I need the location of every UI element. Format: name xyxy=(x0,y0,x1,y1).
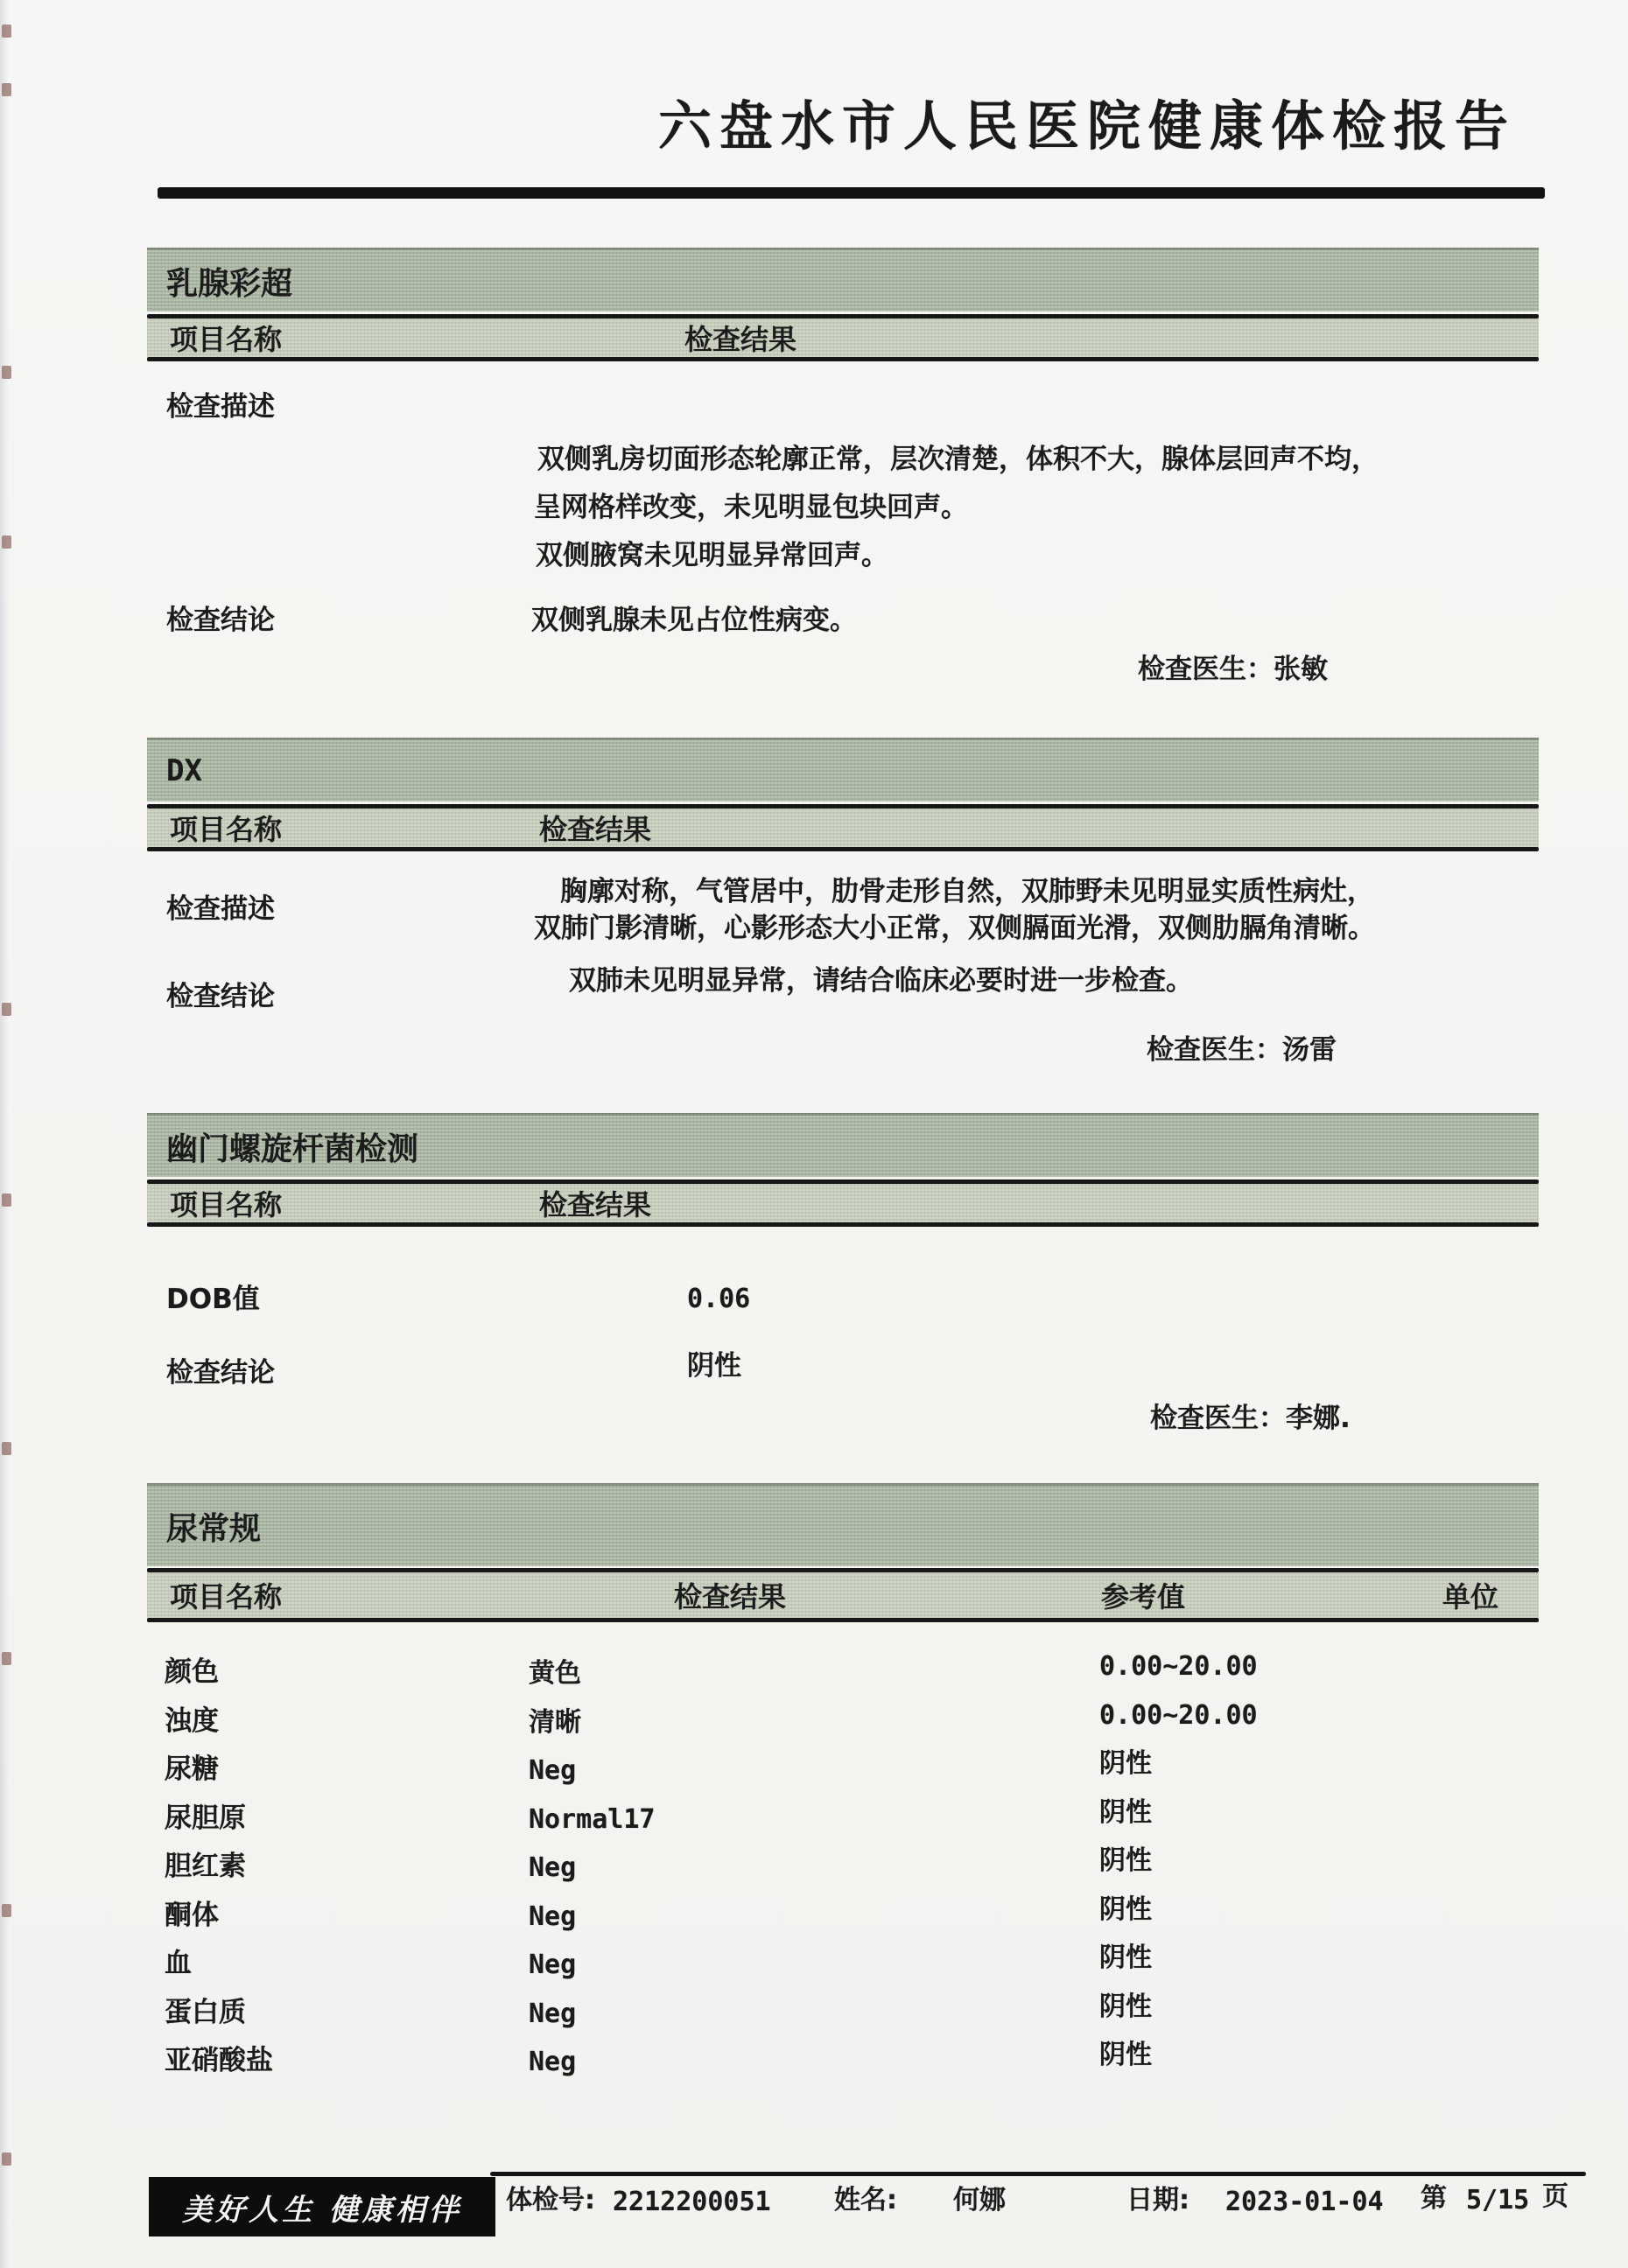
row-ref: 0.00~20.00 xyxy=(1099,1651,1258,1682)
row-name: 颜色 xyxy=(165,1656,219,1688)
row-result: 黄色 xyxy=(529,1658,581,1689)
footer-slogan: 美好人生 健康相伴 xyxy=(182,2192,462,2228)
page-suffix: 页 xyxy=(1542,2181,1568,2212)
desc-line: 呈网格样改变，未见明显包块回声。 xyxy=(534,492,968,523)
desc-label: 检查描述 xyxy=(166,391,275,423)
row-result: Neg xyxy=(529,1852,577,1883)
desc-line: 双侧腋窝未见明显异常回声。 xyxy=(536,540,888,571)
date-value: 2023-01-04 xyxy=(1225,2187,1384,2217)
section-title: 幽门螺旋杆菌检测 xyxy=(166,1130,419,1167)
row-ref: 阴性 xyxy=(1099,1845,1152,1876)
desc-line: 胸廓对称，气管居中，肋骨走形自然，双肺野未见明显实质性病灶， xyxy=(560,876,1374,907)
name-label: 姓名: xyxy=(834,2185,897,2216)
section-title: DX xyxy=(166,753,202,788)
section-title: 尿常规 xyxy=(166,1510,262,1547)
conclusion-label: 检查结论 xyxy=(166,605,275,636)
row-ref: 阴性 xyxy=(1099,2040,1152,2070)
doctor-name: 汤雷 xyxy=(1282,1034,1337,1066)
exam-no-value: 2212200051 xyxy=(613,2187,771,2217)
column-header-item: 项目名称 xyxy=(170,323,283,356)
row-name: 浊度 xyxy=(165,1705,219,1737)
row-name: 酮体 xyxy=(165,1900,219,1931)
row-name: 血 xyxy=(165,1948,192,1979)
row-result: 清晰 xyxy=(529,1707,581,1738)
doctor-label: 检查医生： xyxy=(1147,1034,1282,1066)
page-prefix: 第 xyxy=(1421,2183,1447,2214)
desc-line: 双侧乳房切面形态轮廓正常，层次清楚，体积不大，腺体层回声不均， xyxy=(537,444,1379,475)
row-result: Neg xyxy=(529,1755,577,1786)
row-name: 胆红素 xyxy=(165,1851,246,1882)
row-ref: 阴性 xyxy=(1099,1894,1152,1925)
row-result: Normal17 xyxy=(529,1804,656,1835)
page-number: 5/15 xyxy=(1466,2185,1530,2216)
doctor-label: 检查医生： xyxy=(1138,654,1274,685)
dob-value: 0.06 xyxy=(687,1284,751,1314)
conclusion-label: 检查结论 xyxy=(166,981,275,1012)
column-header-ref: 参考值 xyxy=(1101,1580,1186,1614)
conclusion-text: 双肺未见明显异常，请结合临床必要时进一步检查。 xyxy=(569,965,1193,997)
column-header-result: 检查结果 xyxy=(684,323,797,356)
name-value: 何娜 xyxy=(953,2185,1006,2216)
row-result: Neg xyxy=(529,1901,577,1932)
column-header-result: 检查结果 xyxy=(674,1580,787,1614)
date-label: 日期: xyxy=(1126,2185,1189,2216)
footer-rule xyxy=(490,2172,1586,2176)
column-header-item: 项目名称 xyxy=(170,813,283,846)
page-title: 六盘水市人民医院健康体检报告 xyxy=(658,95,1517,158)
column-header-item: 项目名称 xyxy=(170,1188,283,1222)
row-ref: 阴性 xyxy=(1099,1942,1152,1973)
desc-label: 检查描述 xyxy=(166,893,275,925)
row-result: Neg xyxy=(529,1950,577,1980)
desc-line: 双肺门影清晰，心影形态大小正常，双侧膈面光滑，双侧肋膈角清晰。 xyxy=(534,913,1375,944)
dob-label: DOB值 xyxy=(166,1284,260,1315)
row-ref: 阴性 xyxy=(1099,1748,1152,1779)
row-result: Neg xyxy=(529,2047,577,2077)
row-ref: 阴性 xyxy=(1099,1992,1152,2022)
conclusion-label: 检查结论 xyxy=(166,1357,275,1389)
doctor-label: 检查医生： xyxy=(1150,1403,1286,1434)
row-name: 尿糖 xyxy=(165,1754,219,1785)
row-name: 蛋白质 xyxy=(165,1997,246,2028)
conclusion-text: 双侧乳腺未见占位性病变。 xyxy=(531,605,857,636)
footer-slogan-box xyxy=(149,2177,495,2236)
row-ref: 阴性 xyxy=(1099,1797,1152,1828)
doctor-name: 张敏 xyxy=(1274,654,1328,685)
doctor-name: 李娜. xyxy=(1286,1403,1351,1434)
section-title: 乳腺彩超 xyxy=(166,265,293,302)
exam-no-label: 体检号: xyxy=(506,2185,595,2216)
row-name: 亚硝酸盐 xyxy=(165,2045,273,2076)
row-result: Neg xyxy=(529,1998,577,2029)
column-header-item: 项目名称 xyxy=(170,1580,283,1614)
row-name: 尿胆原 xyxy=(165,1802,246,1834)
column-header-unit: 单位 xyxy=(1442,1580,1499,1614)
column-header-result: 检查结果 xyxy=(539,813,652,846)
column-header-result: 检查结果 xyxy=(539,1188,652,1222)
conclusion-text: 阴性 xyxy=(687,1350,741,1382)
row-ref: 0.00~20.00 xyxy=(1099,1700,1258,1731)
